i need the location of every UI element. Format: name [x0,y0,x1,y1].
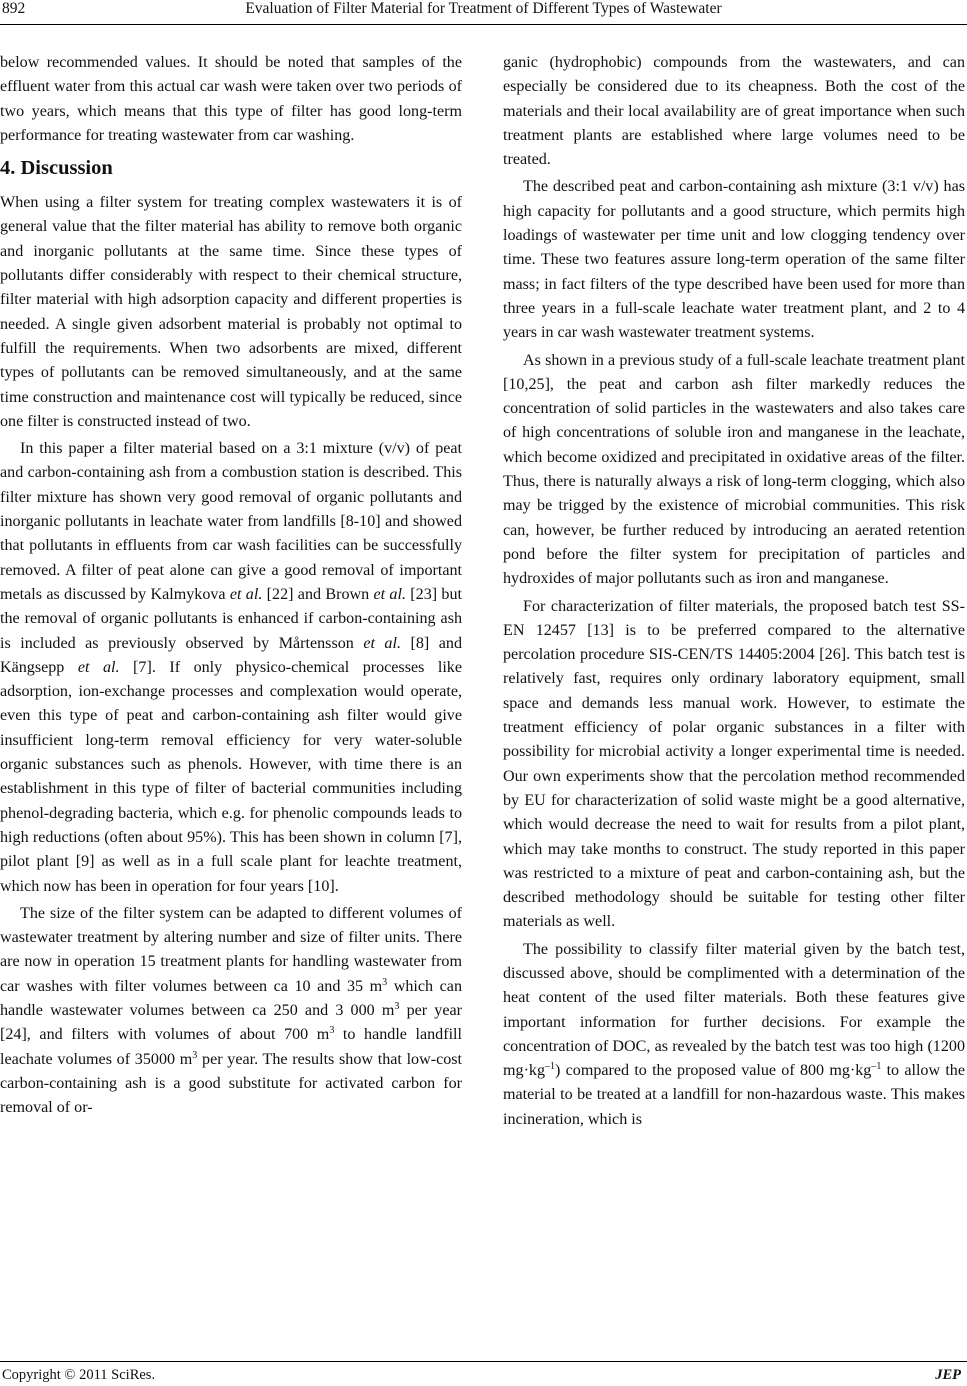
superscript: 3 [382,976,388,988]
superscript: 3 [192,1049,198,1061]
text-run: per year. The results show that low-cost carbon-containing ash is a good substitute for activated carbon for removal of or- [0,1050,463,1117]
text-run: [7]. If only physico-chemical processes like adsorption, ion-exchange processes and complexation would operate, even this type of peat and carbon-containing ash filter would give insufficient long-term removal efficiency for very water-soluble organic substances such as phenols. However, with time there is an establishment in this type of filter of bacterial communities including phenol-degrading bacteria, which e.g. for phenolic compounds leads to high reductions (often about 95%). This has been shown in column [7], pilot plant [9] as well as in a full scale plant for leachte treatment, which now has been in operation for four years [10]. [0,658,462,895]
text-run: which can handle wastewater volumes between ca 250 and 3 000 m [0,977,462,1019]
text-run: The size of the filter system can be adapted to different volumes of wastewater treatment by altering number and size of filter units. There are now in operation 15 treatment plants for handling wastewater from car washes with filter volumes between ca 10 and 35 m [0,904,462,995]
footer-copyright: Copyright © 2011 SciRes. [2,1367,156,1383]
header-rule [0,24,967,25]
text-run: [22] and Brown [262,585,374,603]
text-run: In this paper a filter material based on a 3:1 mixture (v/v) of peat and carbon-containing ash from a combustion station is described. This filter mixture has shown very good removal of organic pollutants and inorganic pollutants in leachate water from landfills [8-10] and showed that pollutants in effluents from car wash facilities can be successfully removed. A filter of peat alone can give a good removal of important metals as discussed by Kalmykova [0,440,462,603]
paragraph [503,938,965,1132]
paragraph [0,437,462,899]
paragraph: As shown in a previous study of a full-scale leachate treatment plant [10,25], the peat and carbon ash filter markedly reduces the concentration of solid particles in the wastewaters and also takes care of high concentrations of soluble iron and manganese in the leachate, which become oxidized and precipitated in oxidative areas of the filter. Thus, there is naturally always a risk of long-term clogging, which also may be trigged by the existence of microbial communities. This risk can, however, be further reduced by introducing an aerated retention pond before the filter system for precipitation of particles and hydroxides of major pollutants such as iron and manganese. [503,351,965,588]
right-column [503,51,965,1135]
page-number: 892 [2,0,26,17]
section-heading: 4. Discussion [0,157,113,180]
italic-text: et al. [373,585,406,603]
superscript: –1 [871,1061,882,1073]
paragraph: For characterization of filter materials, the proposed batch test SS-EN 12457 [13] is to be preferred compared to the alternative percolation procedure SIS-CEN/TS 14405:2004 [26]. This batch test is relatively fast, requires only ordinary laboratory equipment, small space and demands less manual work. However, to estimate the treatment efficiency of polar organic substances in a filter with possibility for microbial activity a longer experimental time is needed. Our own experiments show that the percolation method recommended by EU for characterization of solid waste might be a good alternative, which would decrease the need to wait for results from a pilot plant, which may take months to construct. The study reported in this paper was restricted to a mixture of peat and carbon-containing ash, but the described methodology should be suitable for testing other filter materials as well. [503,597,965,931]
text-run: ) compared to the proposed value of 800 mg·kg [555,1062,872,1080]
italic-text: et al. [229,585,263,603]
superscript: 3 [394,1000,400,1012]
text-run: per year [24], and filters with volumes of about 700 m [0,1001,463,1044]
superscript: 3 [329,1025,335,1037]
text-run: The possibility to classify filter material given by the batch test, discussed above, should be complimented with a determination of the heat content of the used filter materials. Both these features give important information for further decisions. For example the concentration of DOC, as revealed by the batch test was too high (1200 mg·kg [503,940,965,1080]
text-run: to handle landfill leachate volumes of 35000 m [0,1026,463,1068]
text-run: [8] and Kängsepp [0,634,462,676]
paragraph: The described peat and carbon-containing ash mixture (3:1 v/v) has high capacity for pollutants and a good structure, which permits high loadings of wastewater per time unit and low clogging tendency over time. These two features assure long-term operation of the same filter mass; in fact filters of the type described have been used for more than three years in a full-scale leachate water treatment plant, and 2 to 4 years in car wash wastewater treatment systems. [503,178,965,342]
superscript: –1 [545,1061,556,1073]
left-column [0,51,462,1123]
italic-text: et al. [77,658,120,676]
running-header: Evaluation of Filter Material for Treatment of Different Types of Wastewater [245,0,722,17]
italic-text: et al. [363,634,401,652]
paragraph: below recommended values. It should be noted that samples of the effluent water from this actual car wash were taken over two periods of two years, which means that this type of filter has good long-term performance for treating wastewater from car washing. [0,54,462,144]
text-run: [23] but the removal of organic pollutants is enhanced if carbon-containing ash is included as previously observed by Mårtensson [0,585,462,652]
paragraph: ganic (hydrophobic) compounds from the wastewaters, and can especially be considered due to its cheapness. Both the cost of the materials and their local availability are of great importance when such treatment plants are established where large volumes need to be treated. [503,54,965,169]
footer-rule [0,1361,967,1362]
paragraph: When using a filter system for treating complex wastewaters it is of general value that the filter material has ability to remove both organic and inorganic pollutants at the same time. Since these types of pollutants differ considerably with respect to their chemical structure, filter material with high adsorption capacity and different properties is needed. A single given adsorbent material is probably not optimal to fulfill the requirements. When two adsorbents are mixed, different types of pollutants can be removed simultaneously, and at the same time construction and maintenance cost will typically be reduced, since one filter is constructed instead of two. [0,194,462,430]
text-run: to allow the material to be treated at a landfill for non-hazardous waste. This makes incineration, which is [503,1062,965,1128]
paragraph [0,902,462,1121]
footer-journal: JEP [935,1367,961,1383]
